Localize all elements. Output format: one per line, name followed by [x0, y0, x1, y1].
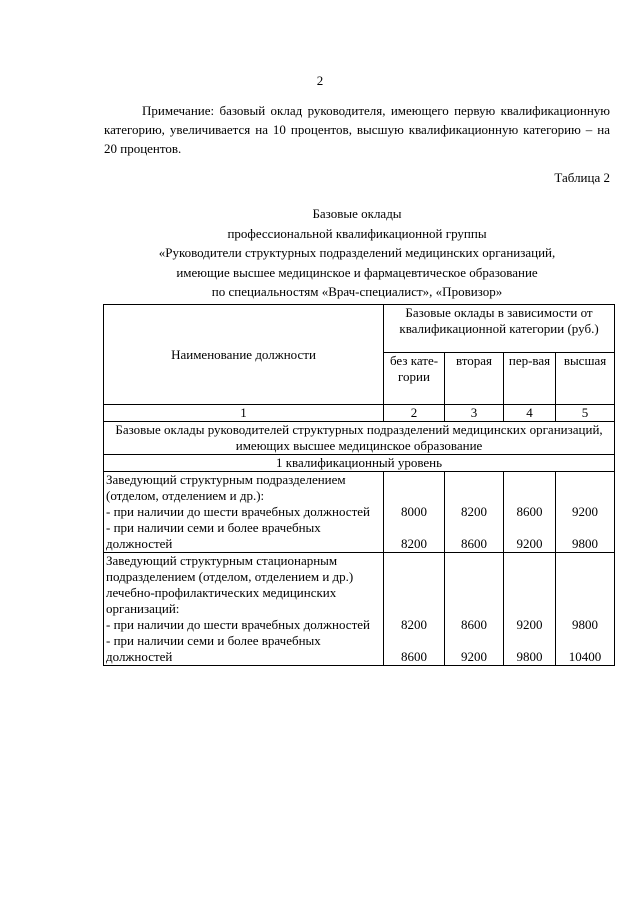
position-intro: Заведующий структурным подразделением (отделом, отделением и др.):: [106, 472, 346, 503]
table-title-line: имеющие высшее медицинское и фармацевтическое образование: [176, 264, 538, 280]
subheader-second-category: вторая: [445, 353, 504, 405]
position-sub2: - при наличии семи и более врачебных должностей: [106, 520, 321, 551]
table-title: [104, 204, 610, 302]
value-sub1: 8600: [516, 504, 543, 519]
position-cell: [104, 553, 384, 666]
table-title-line: «Руководители структурных подразделений медицинских организаций,: [158, 245, 556, 260]
value-sub1: 9800: [572, 617, 599, 632]
column-number: 2: [384, 405, 445, 422]
value-sub1: 9200: [572, 504, 599, 519]
value-cell: [384, 553, 445, 666]
value-sub2: 8600: [461, 536, 487, 551]
section-title: Базовые оклады руководителей структурных подразделений медицинских организаций, имеющих высшее медицинское образование: [104, 422, 615, 455]
value-sub1: 8600: [461, 617, 487, 632]
level-title: 1 квалификационный уровень: [104, 455, 615, 472]
value-sub1: 8200: [401, 617, 427, 632]
column-number: 3: [445, 405, 504, 422]
section-title-row: [104, 422, 615, 455]
table-title-line: по специальностям «Врач-специалист», «Провизор»: [211, 284, 503, 299]
value-cell: [504, 472, 556, 553]
column-number: 1: [104, 405, 384, 422]
column-numbers-row: [104, 405, 615, 422]
value-sub1: 8000: [401, 504, 427, 519]
value-sub2: 10400: [568, 649, 602, 664]
position-sub2: - при наличии семи и более врачебных должностей: [106, 633, 321, 664]
table-row: [104, 472, 615, 553]
position-sub1: - при наличии до шести врачебных должностей: [106, 504, 370, 519]
table-row: [104, 553, 615, 666]
column-number: 5: [556, 405, 615, 422]
value-cell: [445, 472, 504, 553]
value-cell: [556, 553, 615, 666]
value-cell: [445, 553, 504, 666]
value-cell: [384, 472, 445, 553]
value-sub1: 9200: [516, 617, 543, 632]
value-sub2: 9200: [461, 649, 487, 664]
value-sub2: 8600: [401, 649, 427, 664]
subheader-first-category: пер-вая: [504, 353, 556, 405]
note-paragraph: Примечание: базовый оклад руководителя, имеющего первую квалификационную категорию, увеличивается на 10 процентов, высшую квалификационную категорию – на 20 процентов.: [104, 103, 610, 156]
value-cell: [504, 553, 556, 666]
header-salary-group: Базовые оклады в зависимости от квалификационной категории (руб.): [384, 305, 615, 353]
value-sub2: 9800: [572, 536, 599, 551]
subheader-no-category: без кате-гории: [384, 353, 445, 405]
table-title-line: профессиональной квалификационной группы: [227, 225, 487, 241]
value-sub2: 8200: [401, 536, 427, 551]
table-title-line: Базовые оклады: [312, 206, 402, 221]
salary-table: [103, 304, 615, 666]
column-number: 4: [504, 405, 556, 422]
header-position-name: Наименование должности: [104, 305, 384, 405]
page-number: 2: [316, 73, 324, 88]
position-intro: Заведующий структурным стационарным подразделением (отделом, отделением и др.) лечебно-профилактических медицинских организаций:: [106, 553, 354, 616]
position-sub1: - при наличии до шести врачебных должностей: [106, 617, 370, 632]
table-label: Таблица 2: [554, 170, 610, 185]
value-sub1: 8200: [461, 504, 487, 519]
value-sub2: 9800: [516, 649, 543, 664]
subheader-highest-category: высшая: [556, 353, 615, 405]
value-sub2: 9200: [516, 536, 543, 551]
level-title-row: [104, 455, 615, 472]
value-cell: [556, 472, 615, 553]
table-header-row: [104, 305, 615, 353]
position-cell: [104, 472, 384, 553]
